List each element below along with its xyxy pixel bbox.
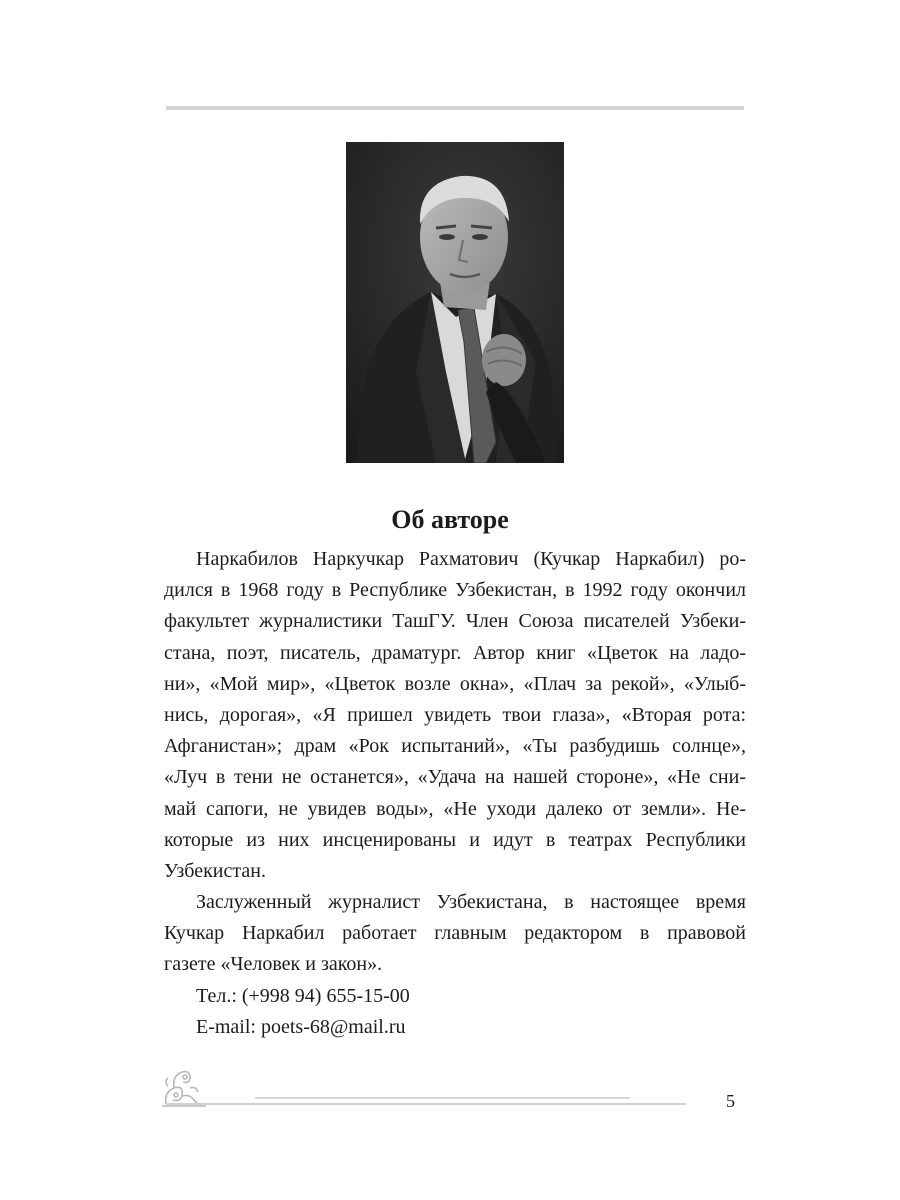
footer-divider-inner	[255, 1097, 630, 1099]
footer-divider	[166, 1103, 686, 1105]
text-line: факультет журналистики ТашГУ. Член Союза писателей Узбеки-	[164, 610, 746, 633]
text-line: Афганистан»; драм «Рок испытаний», «Ты разбудишь солнце»,	[164, 735, 746, 758]
text-line: Узбекистан.	[164, 859, 266, 882]
contact-phone: Тел.: (+998 94) 655-15-00	[196, 984, 410, 1007]
text-line: дился в 1968 году в Республике Узбекистан, в 1992 году окончил	[164, 579, 746, 602]
text-line: которые из них инсценированы и идут в театрах Республики	[164, 828, 746, 851]
text-line: Наркабилов Наркучкар Рахматович (Кучкар Наркабил) ро-	[196, 548, 746, 570]
top-divider	[166, 106, 744, 110]
text-line: ни», «Мой мир», «Цветок возле окна», «Плач за рекой», «Улыб-	[164, 672, 746, 695]
contact-email[interactable]: E-mail: poets-68@mail.ru	[196, 1015, 406, 1038]
section-title: Об авторе	[391, 505, 509, 534]
text-line: Кучкар Наркабил работает главным редактором в правовой	[164, 922, 746, 945]
page-number: 5	[726, 1091, 735, 1111]
text-line: нись, дорогая», «Я пришел увидеть твои глаза», «Вторая рота:	[164, 703, 746, 726]
text-line: газете «Человек и закон».	[164, 953, 383, 976]
bio-text	[164, 544, 746, 1043]
text-line: «Луч в тени не останется», «Удача на нашей стороне», «Не сни-	[164, 766, 746, 789]
text-line: Заслуженный журналист Узбекистана, в настоящее время	[196, 891, 746, 914]
text-line: стана, поэт, писатель, драматург. Автор книг «Цветок на ладо-	[164, 641, 746, 664]
text-line: май сапоги, не увидев воды», «Не уходи далеко от земли». Не-	[164, 797, 746, 820]
author-photo	[346, 142, 564, 463]
